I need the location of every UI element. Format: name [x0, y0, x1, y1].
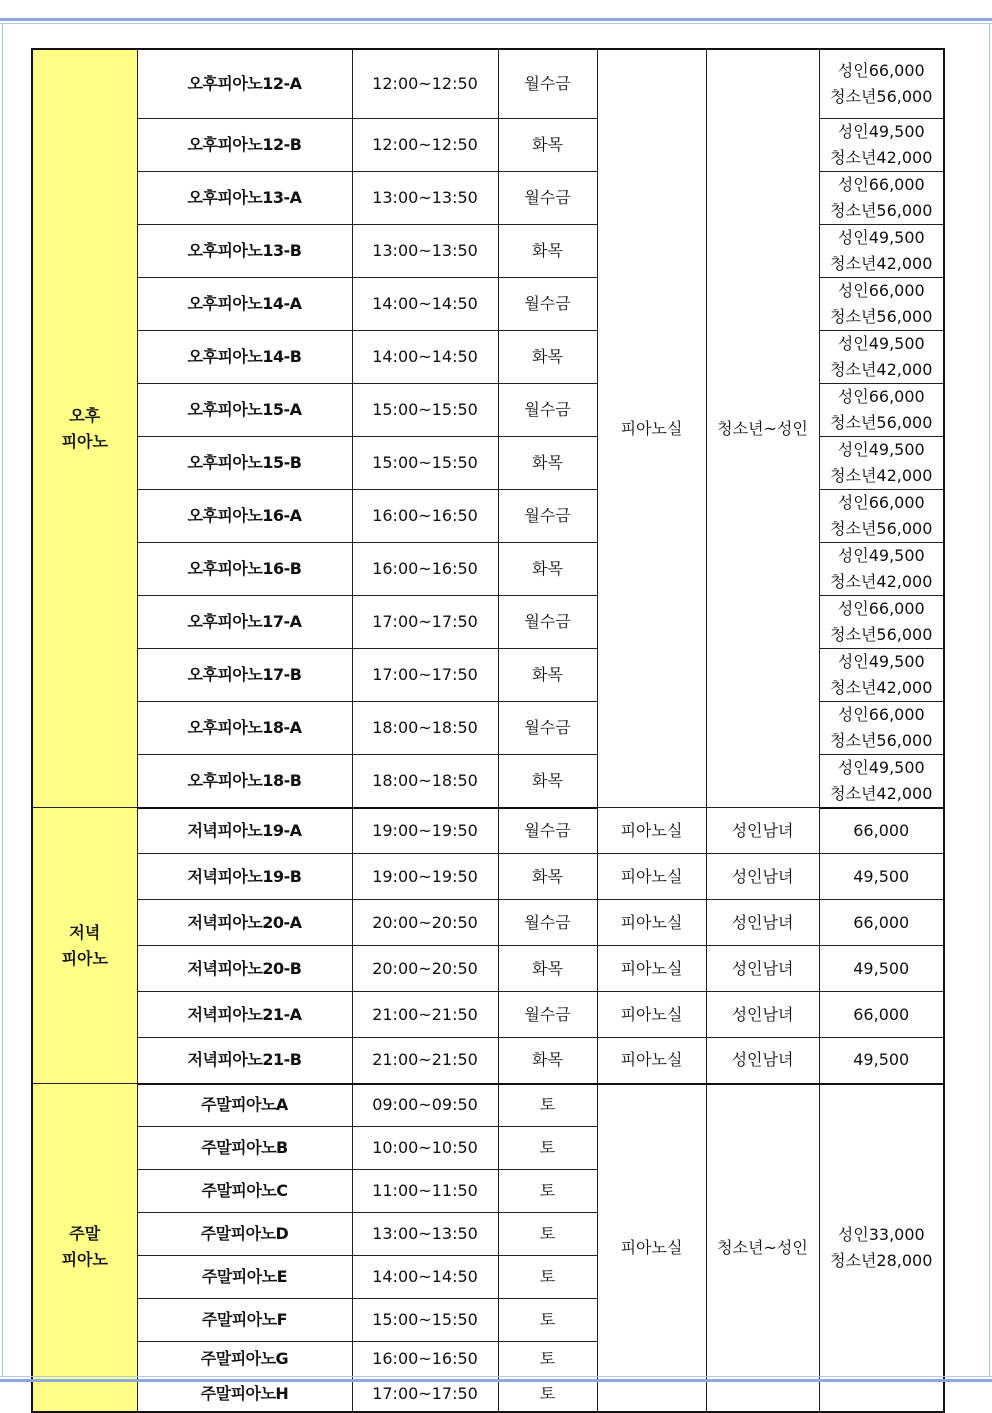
class-name: 오후피아노15-A — [137, 383, 352, 436]
class-days: 토 — [498, 1084, 597, 1127]
fee-amount: 청소년42,000 — [830, 465, 933, 485]
class-time: 12:00~12:50 — [352, 118, 498, 171]
class-name: 주말피아노D — [137, 1213, 352, 1256]
class-time: 18:00~18:50 — [352, 754, 498, 808]
class-time: 21:00~21:50 — [352, 992, 498, 1038]
class-name: 오후피아노13-B — [137, 224, 352, 277]
class-name: 오후피아노15-B — [137, 436, 352, 489]
fee-cell — [819, 330, 944, 383]
class-name: 저녁피아노19-A — [137, 808, 352, 854]
piano-schedule-table — [31, 48, 945, 1413]
table-row — [32, 946, 944, 992]
class-time: 16:00~16:50 — [352, 489, 498, 542]
class-days: 월수금 — [498, 808, 597, 854]
table-row — [32, 1038, 944, 1084]
class-days: 화목 — [498, 330, 597, 383]
class-days: 월수금 — [498, 383, 597, 436]
class-name: 주말피아노H — [137, 1377, 352, 1412]
fee-amount: 성인33,000 — [837, 1224, 925, 1244]
class-time: 14:00~14:50 — [352, 1256, 498, 1299]
category-label: 오후 — [69, 405, 101, 425]
class-time: 13:00~13:50 — [352, 1213, 498, 1256]
class-name: 주말피아노G — [137, 1342, 352, 1377]
fee-amount: 성인66,000 — [837, 704, 925, 724]
class-name: 오후피아노12-B — [137, 118, 352, 171]
class-name: 주말피아노A — [137, 1084, 352, 1127]
class-days: 월수금 — [498, 171, 597, 224]
class-days: 월수금 — [498, 489, 597, 542]
fee-amount: 66,000 — [853, 1004, 910, 1024]
fee-cell — [819, 1038, 944, 1084]
class-name: 저녁피아노20-B — [137, 946, 352, 992]
class-days: 화목 — [498, 224, 597, 277]
fee-cell — [819, 595, 944, 648]
room-cell: 피아노실 — [597, 946, 706, 992]
fee-amount: 청소년56,000 — [830, 86, 933, 106]
fee-amount: 성인66,000 — [837, 386, 925, 406]
room-cell: 피아노실 — [597, 808, 706, 854]
target-cell: 성인남녀 — [706, 992, 819, 1038]
fee-cell — [819, 383, 944, 436]
class-name: 오후피아노18-A — [137, 701, 352, 754]
target-cell: 성인남녀 — [706, 1038, 819, 1084]
fee-cell — [819, 1084, 944, 1412]
category-cell — [32, 1084, 137, 1412]
table-row — [32, 49, 944, 118]
class-name: 주말피아노C — [137, 1170, 352, 1213]
class-time: 17:00~17:50 — [352, 595, 498, 648]
class-time: 11:00~11:50 — [352, 1170, 498, 1213]
class-days: 토 — [498, 1377, 597, 1412]
class-days: 토 — [498, 1170, 597, 1213]
class-time: 18:00~18:50 — [352, 701, 498, 754]
fee-amount: 성인49,500 — [837, 651, 925, 671]
class-name: 저녁피아노21-A — [137, 992, 352, 1038]
class-days: 화목 — [498, 648, 597, 701]
target-cell: 성인남녀 — [706, 946, 819, 992]
fee-cell — [819, 701, 944, 754]
class-time: 10:00~10:50 — [352, 1127, 498, 1170]
room-cell: 피아노실 — [597, 1038, 706, 1084]
room-cell: 피아노실 — [597, 1084, 706, 1412]
fee-amount: 성인49,500 — [837, 227, 925, 247]
class-name: 오후피아노14-A — [137, 277, 352, 330]
fee-cell — [819, 277, 944, 330]
fee-amount: 66,000 — [853, 912, 910, 932]
fee-amount: 49,500 — [853, 1050, 910, 1070]
fee-cell — [819, 946, 944, 992]
fee-amount: 청소년56,000 — [830, 412, 933, 432]
class-days: 월수금 — [498, 595, 597, 648]
class-days: 토 — [498, 1299, 597, 1342]
fee-amount: 성인49,500 — [837, 439, 925, 459]
fee-cell — [819, 854, 944, 900]
fee-amount: 성인66,000 — [837, 492, 925, 512]
target-cell: 청소년~성인 — [706, 1084, 819, 1412]
table-row — [32, 900, 944, 946]
class-time: 19:00~19:50 — [352, 854, 498, 900]
fee-amount: 성인66,000 — [837, 60, 925, 80]
fee-cell — [819, 489, 944, 542]
class-days: 월수금 — [498, 900, 597, 946]
room-cell: 피아노실 — [597, 900, 706, 946]
class-days: 화목 — [498, 854, 597, 900]
category-label: 피아노 — [61, 948, 108, 968]
class-name: 저녁피아노20-A — [137, 900, 352, 946]
fee-amount: 성인49,500 — [837, 333, 925, 353]
class-time: 16:00~16:50 — [352, 542, 498, 595]
fee-amount: 청소년42,000 — [830, 147, 933, 167]
class-name: 오후피아노17-A — [137, 595, 352, 648]
class-time: 20:00~20:50 — [352, 946, 498, 992]
fee-cell — [819, 436, 944, 489]
fee-amount: 성인66,000 — [837, 174, 925, 194]
class-time: 13:00~13:50 — [352, 171, 498, 224]
fee-amount: 청소년42,000 — [830, 253, 933, 273]
fee-cell — [819, 542, 944, 595]
class-name: 오후피아노13-A — [137, 171, 352, 224]
fee-cell — [819, 224, 944, 277]
class-days: 토 — [498, 1213, 597, 1256]
category-label: 피아노 — [61, 431, 108, 451]
class-time: 15:00~15:50 — [352, 436, 498, 489]
class-days: 화목 — [498, 946, 597, 992]
class-name: 오후피아노16-A — [137, 489, 352, 542]
class-time: 14:00~14:50 — [352, 330, 498, 383]
class-name: 오후피아노17-B — [137, 648, 352, 701]
class-time: 14:00~14:50 — [352, 277, 498, 330]
target-cell: 성인남녀 — [706, 808, 819, 854]
schedule-body — [32, 49, 944, 1412]
fee-cell — [819, 900, 944, 946]
fee-amount: 성인49,500 — [837, 545, 925, 565]
class-days: 화목 — [498, 436, 597, 489]
room-cell: 피아노실 — [597, 854, 706, 900]
class-name: 주말피아노B — [137, 1127, 352, 1170]
target-cell: 성인남녀 — [706, 854, 819, 900]
fee-amount: 청소년56,000 — [830, 200, 933, 220]
class-name: 오후피아노14-B — [137, 330, 352, 383]
class-days: 월수금 — [498, 277, 597, 330]
fee-amount: 성인49,500 — [837, 757, 925, 777]
fee-cell — [819, 49, 944, 118]
category-label: 주말 — [69, 1224, 101, 1244]
class-name: 주말피아노F — [137, 1299, 352, 1342]
fee-cell — [819, 118, 944, 171]
class-days: 화목 — [498, 542, 597, 595]
target-cell: 성인남녀 — [706, 900, 819, 946]
class-days: 월수금 — [498, 992, 597, 1038]
table-row — [32, 854, 944, 900]
page-border-left — [2, 24, 3, 1376]
class-days: 월수금 — [498, 49, 597, 118]
class-time: 16:00~16:50 — [352, 1342, 498, 1377]
category-cell — [32, 808, 137, 1084]
class-time: 17:00~17:50 — [352, 648, 498, 701]
class-days: 월수금 — [498, 701, 597, 754]
class-name: 오후피아노12-A — [137, 49, 352, 118]
fee-amount: 청소년42,000 — [830, 677, 933, 697]
fee-cell — [819, 171, 944, 224]
class-time: 17:00~17:50 — [352, 1377, 498, 1412]
class-time: 15:00~15:50 — [352, 1299, 498, 1342]
class-name: 오후피아노18-B — [137, 754, 352, 808]
class-days: 화목 — [498, 118, 597, 171]
fee-cell — [819, 808, 944, 854]
fee-amount: 청소년42,000 — [830, 359, 933, 379]
class-days: 토 — [498, 1127, 597, 1170]
class-time: 13:00~13:50 — [352, 224, 498, 277]
class-time: 15:00~15:50 — [352, 383, 498, 436]
fee-amount: 49,500 — [853, 958, 910, 978]
fee-amount: 청소년56,000 — [830, 306, 933, 326]
class-time: 09:00~09:50 — [352, 1084, 498, 1127]
fee-cell — [819, 992, 944, 1038]
class-name: 주말피아노E — [137, 1256, 352, 1299]
class-time: 21:00~21:50 — [352, 1038, 498, 1084]
room-cell: 피아노실 — [597, 49, 706, 808]
category-label: 피아노 — [61, 1250, 108, 1270]
fee-amount: 성인49,500 — [837, 121, 925, 141]
category-label: 저녁 — [69, 922, 101, 942]
class-days: 토 — [498, 1256, 597, 1299]
class-days: 화목 — [498, 754, 597, 808]
class-time: 12:00~12:50 — [352, 49, 498, 118]
fee-cell — [819, 648, 944, 701]
fee-cell — [819, 754, 944, 808]
class-days: 화목 — [498, 1038, 597, 1084]
class-time: 19:00~19:50 — [352, 808, 498, 854]
table-row — [32, 808, 944, 854]
class-days: 토 — [498, 1342, 597, 1377]
room-cell: 피아노실 — [597, 992, 706, 1038]
class-name: 저녁피아노21-B — [137, 1038, 352, 1084]
class-name: 저녁피아노19-B — [137, 854, 352, 900]
class-name: 오후피아노16-B — [137, 542, 352, 595]
fee-amount: 청소년56,000 — [830, 518, 933, 538]
fee-amount: 49,500 — [853, 866, 910, 886]
class-time: 20:00~20:50 — [352, 900, 498, 946]
page-border-top — [0, 18, 992, 24]
target-cell: 청소년~성인 — [706, 49, 819, 808]
table-row — [32, 1084, 944, 1127]
category-cell — [32, 49, 137, 808]
table-row — [32, 992, 944, 1038]
fee-amount: 청소년56,000 — [830, 624, 933, 644]
fee-amount: 66,000 — [853, 820, 910, 840]
fee-amount: 청소년56,000 — [830, 730, 933, 750]
fee-amount: 청소년42,000 — [830, 783, 933, 803]
page-border-right — [989, 24, 990, 1376]
fee-amount: 청소년42,000 — [830, 571, 933, 591]
fee-amount: 청소년28,000 — [830, 1250, 933, 1270]
page-border-bottom — [0, 1376, 992, 1382]
fee-amount: 성인66,000 — [837, 280, 925, 300]
fee-amount: 성인66,000 — [837, 598, 925, 618]
